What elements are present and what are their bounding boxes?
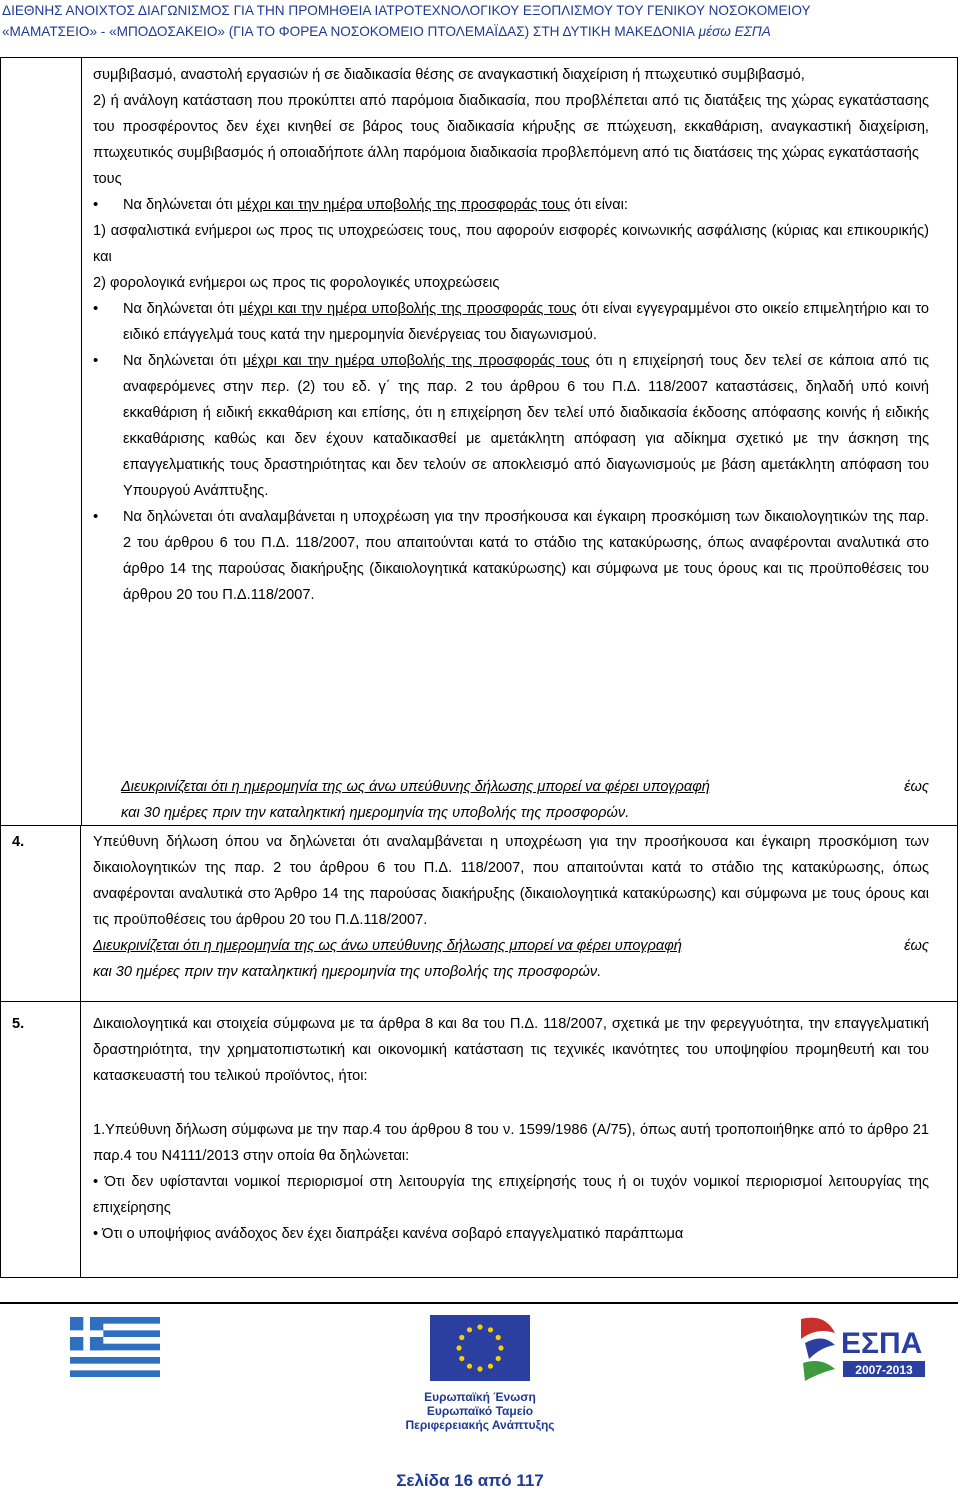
list-item: • Ότι δεν υφίστανται νομικοί περιορισμοί στη λειτουργία της επιχείρησής τους ή οι τυχόν νομικοί περιορισμοί λειτουργίας της επιχείρησης (93, 1174, 929, 1216)
bullet-list (93, 192, 929, 218)
text: Να δηλώνεται ότι (123, 353, 243, 369)
caption-line: Ευρωπαϊκή Ένωση (424, 1390, 536, 1404)
note-line-2: και 30 ημέρες πριν την καταληκτική ημερομηνία της υποβολής της προσφορών. (93, 964, 602, 980)
text: ότι είναι: (570, 197, 628, 213)
text: Να δηλώνεται ότι (123, 197, 237, 213)
header-line-2-main: «ΜΑΜΑΤΣΕΙΟ» - «ΜΠΟΔΟΣΑΚΕΙΟ» (ΓΙΑ ΤΟ ΦΟΡΕΑ ΝΟΣΟΚΟΜΕΙΟ ΠΤΟΛΕΜΑΪΔΑΣ) ΣΤΗ ΔΥΤΙΚΗ ΜΑΚΕΔΟΝΙΑ (2, 24, 695, 39)
paragraph: 2) ή ανάλογη κατάσταση που προκύπτει από παρόμοια διαδικασία, που προβλέπεται από τις διατάξεις της χώρας εγκατάστασης του προσφέροντος δεν έχει κινηθεί σε βάρος τους διαδικασία κήρυξης σε πτώχευση, εκκαθάριση, αναγκαστική διαχείριση, πτωχευτικός συμβιβασμός ή οποιαδήποτε άλλη παρόμοια διαδικασία προβλεπόμενη από τις διατάσεις της χώρας εγκατάστασής (93, 93, 929, 161)
note-line-2: και 30 ημέρες πριν την καταληκτική ημερομηνία της υποβολής της προσφορών. (121, 805, 630, 821)
paragraph: 2) φορολογικά ενήμεροι ως προς τις φορολογικές υποχρεώσεις (93, 275, 500, 291)
list-item (93, 348, 929, 504)
greek-flag-icon (70, 1317, 160, 1377)
clarification-note (121, 774, 929, 826)
eu-fund-caption (380, 1390, 580, 1432)
underlined-text: μέχρι και την ημέρα υποβολής της προσφοράς τους (238, 301, 577, 317)
table-row-separator (0, 1001, 958, 1002)
page-number: Σελίδα 16 από 117 (396, 1471, 544, 1490)
espa-title: ΕΣΠΑ (841, 1327, 923, 1360)
text: ότι είναι εγγεγραμμένοι στο οικείο επιμελητήριο και το ειδικό επάγγελμά τους κατά την ημερομηνία διενέργειας του διαγωνισμού. (123, 301, 929, 343)
bullet-list (93, 296, 929, 608)
caption-line: Περιφερειακής Ανάπτυξης (405, 1418, 555, 1432)
list-item: • Να δηλώνεται ότι αναλαμβάνεται η υποχρέωση για την προσήκουσα και έγκαιρη προσκόμιση των δικαιολογητικών της παρ. 2 του άρθρου 6 του Π.Δ. 118/2007, που απαιτούνται κατά το στάδιο της κατακύρωσης, όπως αναφέρονται αναλυτικά στο άρθρο 14 της παρούσας διακήρυξης (δικαιολογητικά κατακύρωσης) και σύμφωνα με τους όρους και τις προϋποθέσεις του άρθρου 20 του Π.Δ.118/2007. (93, 504, 929, 608)
underlined-text: Διευκρινίζεται ότι η ημερομηνία της ως άνω υπεύθυνης δήλωσης μπορεί να φέρει υπογραφή (93, 938, 682, 954)
section-body (93, 1011, 929, 1247)
text: συμβιβασμό, αναστολή εργασιών ή σε διαδικασία θέσης σε αναγκαστική διαχείριση ή πτωχευτικό (93, 67, 718, 83)
text: Να δηλώνεται ότι (123, 301, 239, 317)
paragraph (93, 62, 929, 88)
section-number: 5. (12, 1016, 25, 1032)
text: συμβιβασμό, (721, 67, 805, 83)
paragraph: 1.Υπεύθυνη δήλωση σύμφωνα με την παρ.4 του άρθρου 8 του ν. 1599/1986 (Α/75), όπως αυτή τροποποιήθηκε από το άρθρο 21 παρ.4 του Ν4111/2013 στην οποία θα δηλώνεται: (93, 1122, 929, 1164)
table-border-left (0, 826, 1, 1277)
header-line-1: ΔΙΕΘΝΗΣ ΑΝΟΙΧΤΟΣ ΔΙΑΓΩΝΙΣΜΟΣ ΓΙΑ ΤΗΝ ΠΡΟΜΗΘΕΙΑ ΙΑΤΡΟΤΕΧΝΟΛΟΓΙΚΟΥ ΕΞΟΠΛΙΣΜΟΥ ΤΟΥ ΓΕΝΙΚΟΥ ΝΟΣΟΚΟΜΕΙΟΥ (2, 3, 811, 18)
table-divider (81, 58, 82, 825)
requirements-block (93, 62, 929, 608)
section-number: 4. (12, 834, 25, 850)
paragraph: Δικαιολογητικά και στοιχεία σύμφωνα με τα άρθρα 8 και 8α του Π.Δ. 118/2007, σχετικά με την φερεγγυότητα, την επαγγελματική δραστηριότητα, την χρηματοπιστωτική και οικονομική κατάσταση τις τεχνικές ικανότητες του υποψηφίου προμηθευτή και του κατασκευαστή του τελικού προϊόντος, ήτοι: (93, 1016, 929, 1084)
list-item (93, 296, 929, 348)
header-line-2-italic: μέσω ΕΣΠΑ (694, 24, 771, 39)
list-item: • Ότι ο υποψήφιος ανάδοχος δεν έχει διαπράξει κανένα σοβαρό επαγγελματικό παράπτωμα (93, 1226, 684, 1242)
text: έως (904, 779, 929, 795)
espa-years: 2007-2013 (855, 1363, 913, 1377)
note-line-1 (121, 774, 929, 800)
section-4 (12, 829, 929, 985)
footer-divider (0, 1302, 958, 1304)
list-item (93, 192, 929, 218)
caption-line: Ευρωπαϊκό Ταμείο (426, 1404, 534, 1418)
underlined-text: Διευκρινίζεται ότι η ημερομηνία της ως άνω υπεύθυνης δήλωσης μπορεί να φέρει υπογραφή (121, 779, 710, 795)
paragraph: 1) ασφαλιστικά ενήμεροι ως προς τις υποχρεώσεις τους, που αφορούν εισφορές κοινωνικής ασφάλισης (κύριας και επικουρικής) και (93, 223, 929, 265)
espa-logo-icon (795, 1313, 930, 1385)
underlined-text: μέχρι και την ημέρα υποβολής της προσφοράς τους (236, 197, 571, 213)
note-line-1 (93, 933, 929, 959)
table-border-right (957, 826, 958, 1277)
text: έως (904, 938, 929, 954)
section-body (93, 829, 929, 985)
header-line-2 (0, 21, 960, 42)
eu-flag-icon (430, 1315, 530, 1381)
paragraph: τους (93, 171, 122, 187)
document-header (0, 0, 960, 42)
underlined-text: μέχρι και την ημέρα υποβολής της προσφοράς τους (242, 353, 590, 369)
paragraph: Υπεύθυνη δήλωση όπου να δηλώνεται ότι αναλαμβάνεται η υποχρέωση για την προσήκουσα και έγκαιρη προσκόμιση των δικαιολογητικών της παρ. 2 του άρθρου 6 του Π.Δ. 118/2007, που απαιτούνται κατά το στάδιο της κατακύρωσης, όπως αναφέρονται αναλυτικά στο Άρθρο 14 της παρούσας διακήρυξης (δικαιολογητικά κατακύρωσης) και σύμφωνα με τους όρους και τις προϋποθέσεις του άρθρου 20 του Π.Δ.118/2007. (93, 834, 929, 928)
section-5 (12, 1011, 929, 1247)
table-border-bottom (0, 1277, 958, 1278)
text: ότι η επιχείρησή τους δεν τελεί σε κάποια από τις αναφερόμενες στην περ. (2) του εδ. γ΄ της παρ. 2 του άρθρου 6 του Π.Δ. 118/2007 καταστάσεις, δηλαδή υπό κοινή εκκαθάριση ή ειδική εκκαθάριση και επίσης, ότι η επιχείρηση δεν τελεί υπό διαδικασία έκδοσης απόφασης κοινής ή ειδικής εκκαθάρισης καθώς και δεν έχουν καταδικασθεί με αμετάκλητη απόφαση για αδίκημα σχετικό με την άσκηση της επαγγελματικής τους δραστηριότητας και δεν τελούν σε αποκλεισμό από διαγωνισμούς με βάση αμετάκλητη απόφαση του Υπουργού Ανάπτυξης. (123, 353, 929, 499)
